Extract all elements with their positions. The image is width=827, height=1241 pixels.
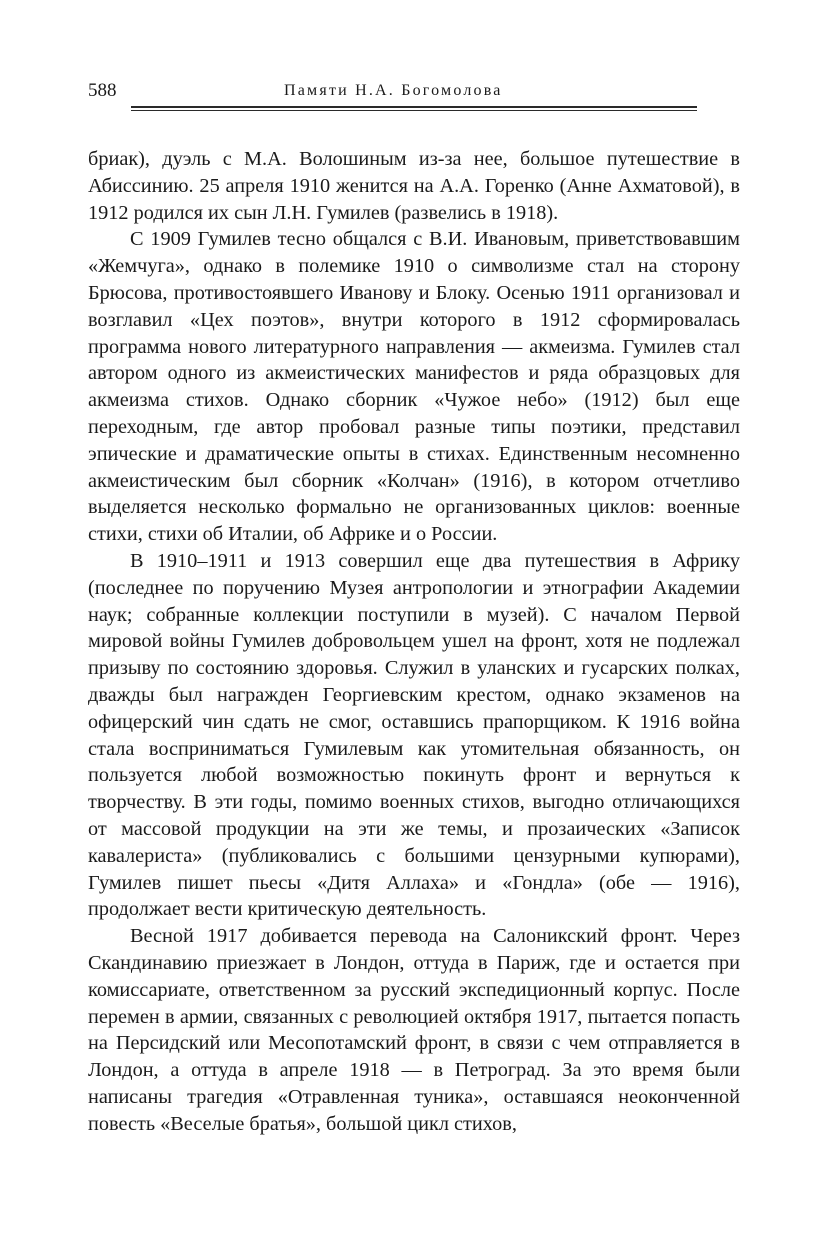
- paragraph: бриак), дуэль с М.А. Волошиным из-за нее, большое путешествие в Абиссинию. 25 апреля 1910 женится на А.А. Горенко (Анне Ахматовой), в 1912 родился их сын Л.Н. Гумилев (развелись в 1918).: [88, 148, 740, 224]
- running-header: [88, 80, 698, 102]
- running-title: Памяти Н.А. Богомолова: [284, 82, 503, 99]
- paragraph: Весной 1917 добивается перевода на Салоникский фронт. Через Скандинавию приезжает в Лондон, оттуда в Париж, где и остается при комиссариате, ответственном за русский экспедиционный корпус. После перемен в армии, связанных с революцией октября 1917, пытается попасть на Персидский или Месопотамский фронт, в связи с чем отправляется в Лондон, а оттуда в апреле 1918 — в Петроград. За это время были написаны трагедия «Отравленная туника», оставшаяся неоконченной повесть «Веселые братья», большой цикл стихов,: [88, 925, 740, 1135]
- body-text: [88, 146, 740, 1137]
- paragraph: С 1909 Гумилев тесно общался с В.И. Ивановым, приветствовавшим «Жемчуга», однако в полемике 1910 о символизме стал на сторону Брюсова, противостоявшего Иванову и Блоку. Осенью 1911 организовал и возглавил «Цех поэтов», внутри которого в 1912 сформировалась программа нового литературного направления — акмеизма. Гумилев стал автором одного из акмеистических манифестов и ряда образцовых для акмеизма стихов. Однако сборник «Чужое небо» (1912) был еще переходным, где автор пробовал разные типы поэтики, представил эпические и драматические опыты в стихах. Единственным несомненно акмеистическим был сборник «Колчан» (1916), в котором отчетливо выделяется несколько формально не организованных циклов: военные стихи, стихи об Италии, об Африке и о России.: [88, 228, 740, 546]
- header-rule-top: [131, 106, 697, 108]
- header-rule-bottom: [131, 110, 697, 111]
- paragraph: В 1910–1911 и 1913 совершил еще два путешествия в Африку (последнее по поручению Музея антропологии и этнографии Академии наук; собранные коллекции поступили в музей). С началом Первой мировой войны Гумилев добровольцем ушел на фронт, хотя не подлежал призыву по состоянию здоровья. Служил в уланских и гусарских полках, дважды был награжден Георгиевским крестом, однако экзаменов на офицерский чин сдать не смог, оставшись прапорщиком. К 1916 война стала восприниматься Гумилевым как утомительная обязанность, он пользуется любой возможностью покинуть фронт и вернуться к творчеству. В эти годы, помимо военных стихов, выгодно отличающихся от массовой продукции на эти же темы, и прозаических «Записок кавалериста» (публиковались с большими цензурными купюрами), Гумилев пишет пьесы «Дитя Аллаха» и «Гондла» (обе — 1916), продолжает вести критическую деятельность.: [88, 549, 740, 921]
- page-number: 588: [88, 80, 117, 101]
